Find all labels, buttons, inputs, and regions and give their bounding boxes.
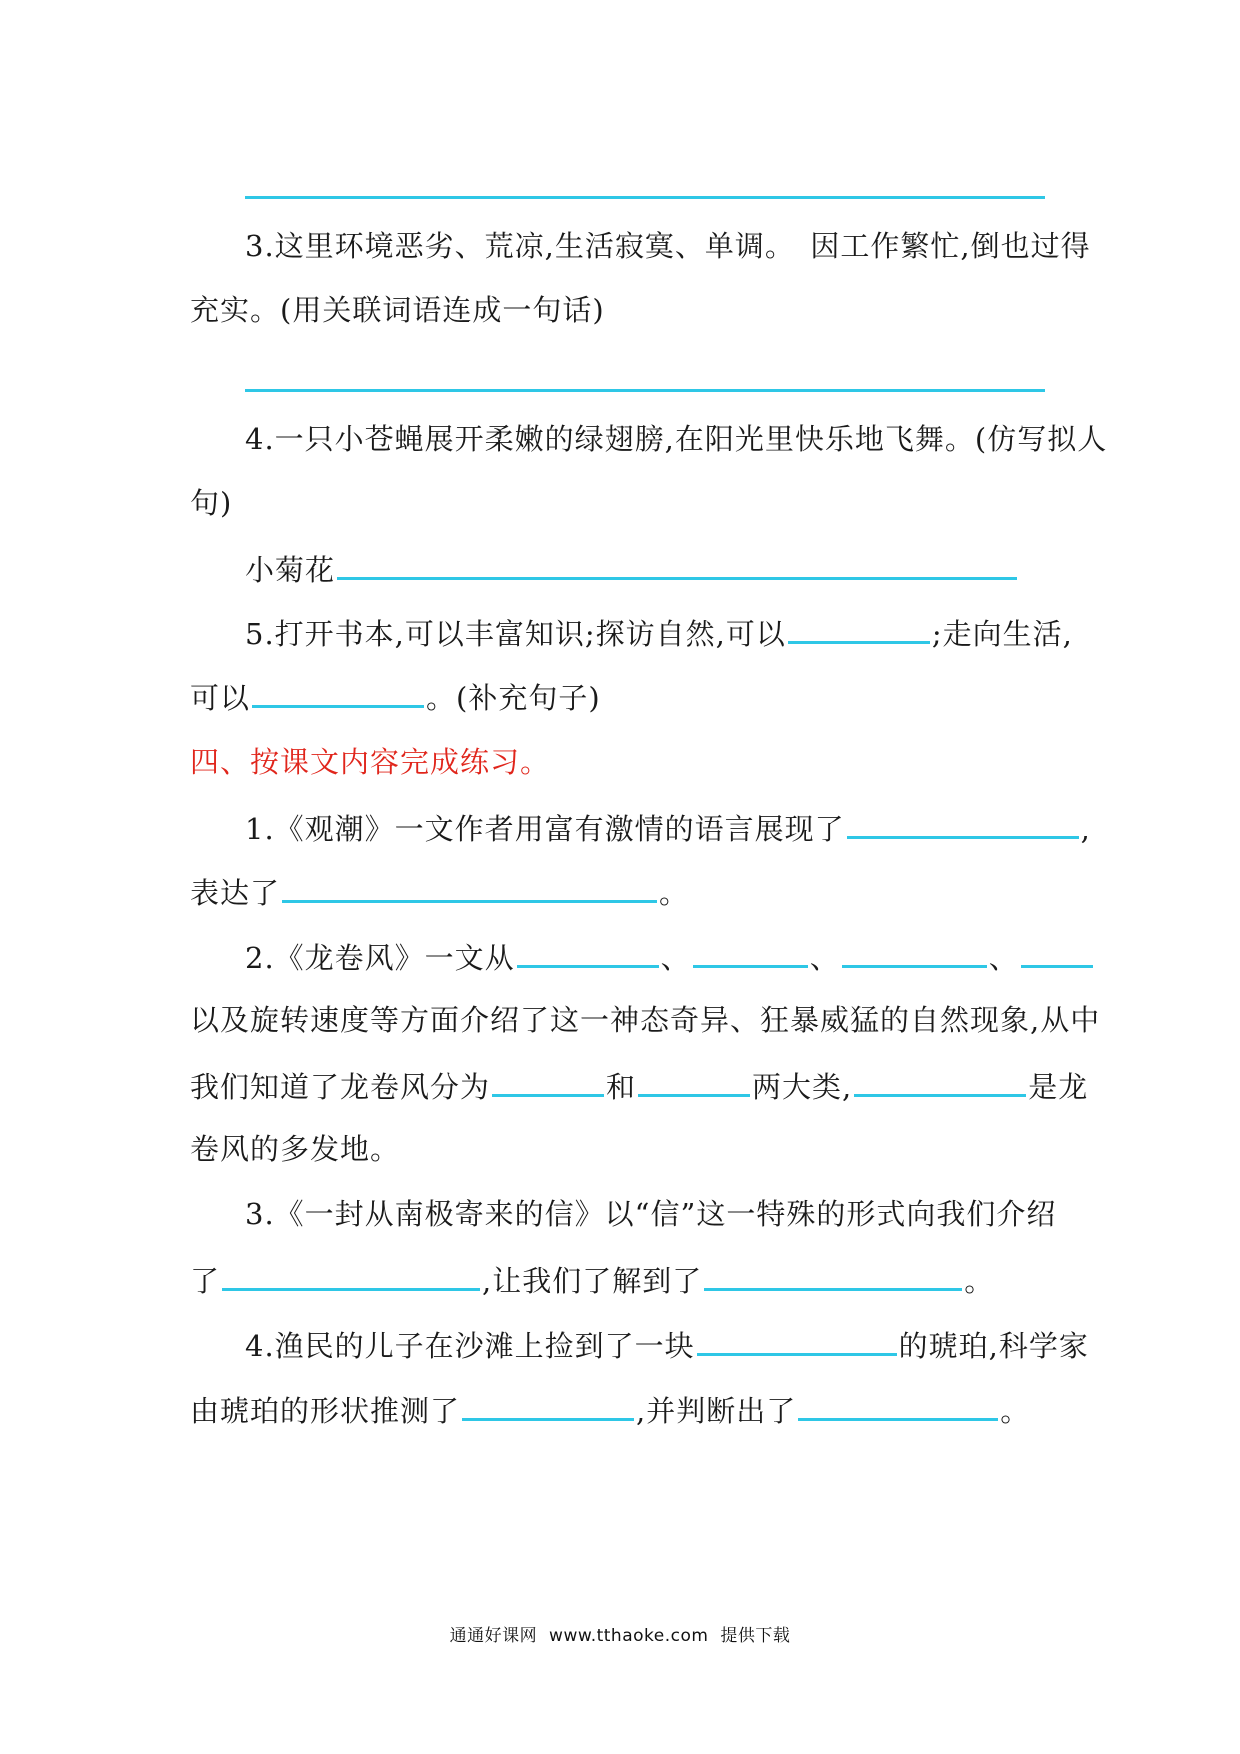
s4q1-blank-1[interactable] — [847, 806, 1079, 839]
q4-line1: 4.一只小苍蝇展开柔嫩的绿翅膀,在阳光里快乐地飞舞。(仿写拟人 — [245, 422, 1108, 456]
s4q2-sep2: 、 — [809, 941, 840, 975]
footer-url[interactable]: www.tthaoke.com — [549, 1626, 709, 1646]
s4q4-text-b: 的琥珀,科学家 — [898, 1329, 1089, 1363]
q5-text-b: ;走向生活, — [931, 617, 1073, 651]
q4-line2: 句) — [190, 486, 233, 520]
answer-line-q3[interactable] — [245, 389, 1045, 392]
s4q2-text-l3c: 两大类, — [752, 1070, 853, 1104]
q5-blank-2[interactable] — [252, 675, 424, 708]
s4q2-blank-2[interactable] — [693, 935, 808, 968]
s4q2-blank-4[interactable] — [1021, 935, 1093, 968]
answer-line-q2[interactable] — [245, 196, 1045, 199]
s4q4-text-d: ,并判断出了 — [636, 1394, 797, 1428]
s4q3-blank-2[interactable] — [704, 1258, 962, 1291]
s4q1-text-b: , — [1080, 812, 1091, 846]
s4q4-blank-3[interactable] — [798, 1388, 998, 1421]
q4-prefix: 小菊花 — [245, 553, 336, 587]
s4q4-blank-1[interactable] — [697, 1323, 897, 1356]
s4q3-line2 — [190, 1258, 994, 1301]
s4q2-blank-1[interactable] — [517, 935, 659, 968]
s4q1-text-a: 1.《观潮》一文作者用富有激情的语言展现了 — [245, 812, 845, 846]
s4q3-text-b: ,让我们了解到了 — [482, 1264, 703, 1298]
q3-line1 — [245, 226, 1091, 266]
s4q2-text-l3b: 和 — [606, 1070, 637, 1104]
s4q2-line4: 卷风的多发地。 — [190, 1132, 401, 1166]
s4q4-line2 — [190, 1388, 1030, 1431]
s4q2-text-l3a: 我们知道了龙卷风分为 — [190, 1070, 491, 1104]
s4q1-line1 — [245, 806, 1091, 849]
s4q3-line1: 3.《一封从南极寄来的信》以“信”这一特殊的形式向我们介绍 — [245, 1197, 1057, 1231]
s4q3-blank-1[interactable] — [222, 1258, 480, 1291]
q4-blank[interactable] — [337, 547, 1017, 580]
s4q4-text-e: 。 — [1000, 1394, 1031, 1428]
q3-line2: 充实。(用关联词语连成一句话) — [190, 293, 605, 327]
s4q2-sep1: 、 — [660, 941, 691, 975]
s4q2-blank-3[interactable] — [842, 935, 987, 968]
q4-line3 — [245, 547, 1019, 590]
section4-heading: 四、按课文内容完成练习。 — [190, 745, 551, 779]
s4q3-text-a: 了 — [190, 1264, 221, 1298]
q5-text-c: 可以 — [190, 681, 251, 715]
page-footer — [0, 1621, 1240, 1646]
footer-note: 提供下载 — [720, 1626, 791, 1646]
s4q2-line2: 以及旋转速度等方面介绍了这一神态奇异、狂暴威猛的自然现象,从中 — [190, 1003, 1101, 1037]
s4q4-line1 — [245, 1323, 1089, 1366]
s4q1-text-d: 。 — [659, 876, 690, 910]
s4q2-blank-5[interactable] — [492, 1064, 604, 1097]
s4q4-text-a: 4.渔民的儿子在沙滩上捡到了一块 — [245, 1329, 695, 1363]
s4q4-blank-2[interactable] — [462, 1388, 634, 1421]
s4q3-text-c: 。 — [964, 1264, 995, 1298]
s4q2-text-l3d: 是龙 — [1028, 1070, 1089, 1104]
q5-text-d: 。(补充句子) — [426, 681, 601, 715]
s4q4-text-c: 由琥珀的形状推测了 — [190, 1394, 461, 1428]
s4q2-line1 — [245, 935, 1095, 978]
s4q2-sep3: 、 — [988, 941, 1019, 975]
s4q2-blank-6[interactable] — [638, 1064, 750, 1097]
q3-text: 3.这里环境恶劣、荒凉,生活寂寞、单调。 因工作繁忙,倒也过得 — [245, 229, 1091, 263]
s4q1-line2 — [190, 870, 689, 913]
q5-blank-1[interactable] — [788, 611, 930, 644]
q5-text-a: 5.打开书本,可以丰富知识;探访自然,可以 — [245, 617, 786, 651]
footer-site-name: 通通好课网 — [449, 1626, 538, 1646]
s4q1-blank-2[interactable] — [282, 870, 657, 903]
s4q1-text-c: 表达了 — [190, 876, 281, 910]
q5-line2 — [190, 675, 601, 718]
s4q2-line3 — [190, 1064, 1088, 1107]
s4q2-blank-7[interactable] — [854, 1064, 1026, 1097]
s4q2-text-a: 2.《龙卷风》一文从 — [245, 941, 515, 975]
q5-line1 — [245, 611, 1073, 654]
